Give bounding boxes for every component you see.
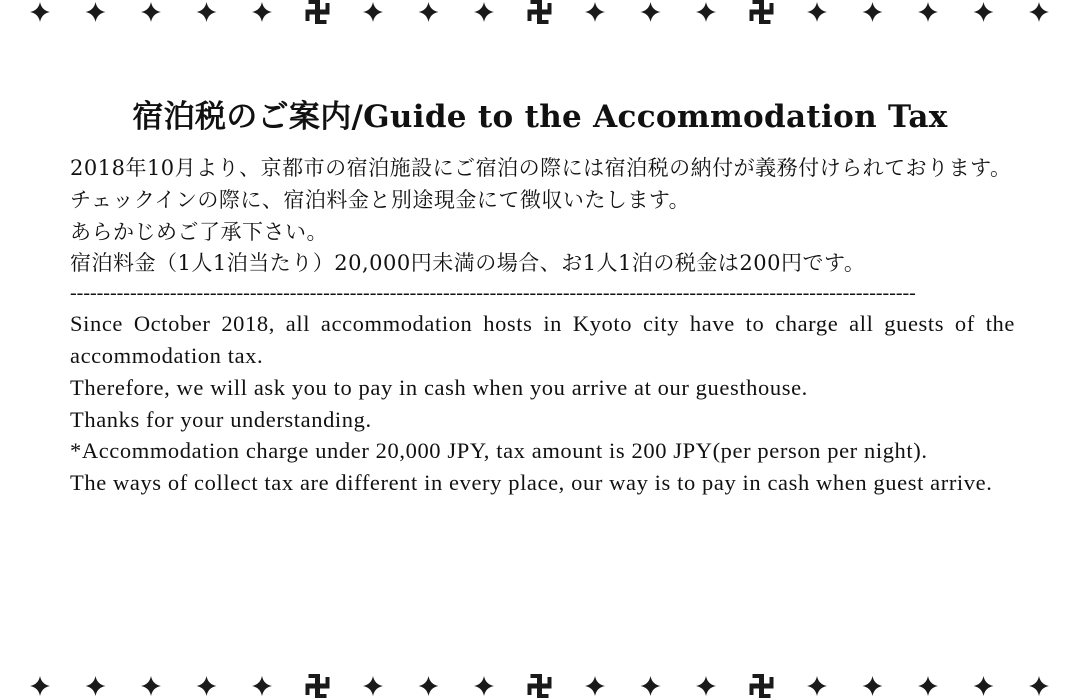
jp-paragraph-3: あらかじめご了承下さい。 <box>70 219 328 244</box>
four-point-star-icon <box>807 676 827 696</box>
bottom-decorative-border <box>0 660 1080 700</box>
four-point-star-icon <box>197 676 217 696</box>
four-point-star-icon <box>641 676 661 696</box>
four-point-star-icon <box>585 2 605 22</box>
en-paragraph-2: Therefore, we will ask you to pay in cash when you arrive at our guesthouse. <box>70 374 808 400</box>
jp-paragraph-1: 2018年10月より、京都市の宿泊施設にご宿泊の際には宿泊税の納付が義務付けられております。 <box>70 156 1012 180</box>
four-point-star-icon <box>419 676 439 696</box>
four-point-star-icon <box>641 2 661 22</box>
four-point-star-icon <box>86 676 106 696</box>
four-point-star-icon <box>807 2 827 22</box>
four-point-star-icon <box>252 676 272 696</box>
four-point-star-icon <box>419 2 439 22</box>
four-point-star-icon <box>252 2 272 22</box>
notice-body <box>70 153 1015 499</box>
four-point-star-icon <box>86 2 106 22</box>
top-decorative-border <box>0 0 1080 40</box>
four-point-star-icon <box>918 676 938 696</box>
section-divider: ------------------------------------------------------------------------------------------------------------------------------- <box>70 282 916 305</box>
four-point-star-icon <box>863 2 883 22</box>
jp-paragraph-4: 宿泊料金（1人1泊当たり）20,000円未満の場合、お1人1泊の税金は200円です。 <box>70 251 866 276</box>
four-point-star-icon <box>974 2 994 22</box>
manji-ornament-icon <box>306 674 330 698</box>
four-point-star-icon <box>30 2 50 22</box>
four-point-star-icon <box>863 676 883 696</box>
en-paragraph-4: *Accommodation charge under 20,000 JPY, tax amount is 200 JPY(per person per night). <box>70 438 928 464</box>
four-point-star-icon <box>696 2 716 22</box>
manji-ornament-icon <box>306 0 330 24</box>
english-section <box>70 308 1015 499</box>
four-point-star-icon <box>974 676 994 696</box>
four-point-star-icon <box>918 2 938 22</box>
manji-ornament-icon <box>750 674 774 698</box>
jp-paragraph-2: チェックインの際に、宿泊料金と別途現金にて徴収いたします。 <box>70 187 691 212</box>
manji-ornament-icon <box>750 0 774 24</box>
en-paragraph-1: Since October 2018, all accommodation hosts in Kyoto city have to charge all guests of the accommodation tax. <box>70 311 1015 368</box>
four-point-star-icon <box>363 2 383 22</box>
manji-ornament-icon <box>528 0 552 24</box>
four-point-star-icon <box>30 676 50 696</box>
four-point-star-icon <box>474 2 494 22</box>
four-point-star-icon <box>197 2 217 22</box>
japanese-section <box>70 153 1015 280</box>
manji-ornament-icon <box>528 674 552 698</box>
four-point-star-icon <box>585 676 605 696</box>
page-title: 宿泊税のご案内/Guide to the Accommodation Tax <box>132 98 948 135</box>
four-point-star-icon <box>696 676 716 696</box>
four-point-star-icon <box>141 2 161 22</box>
four-point-star-icon <box>1029 676 1049 696</box>
en-paragraph-3: Thanks for your understanding. <box>70 406 372 432</box>
four-point-star-icon <box>141 676 161 696</box>
en-paragraph-5: The ways of collect tax are different in every place, our way is to pay in cash when guest arrive. <box>70 470 993 496</box>
four-point-star-icon <box>363 676 383 696</box>
four-point-star-icon <box>474 676 494 696</box>
four-point-star-icon <box>1029 2 1049 22</box>
